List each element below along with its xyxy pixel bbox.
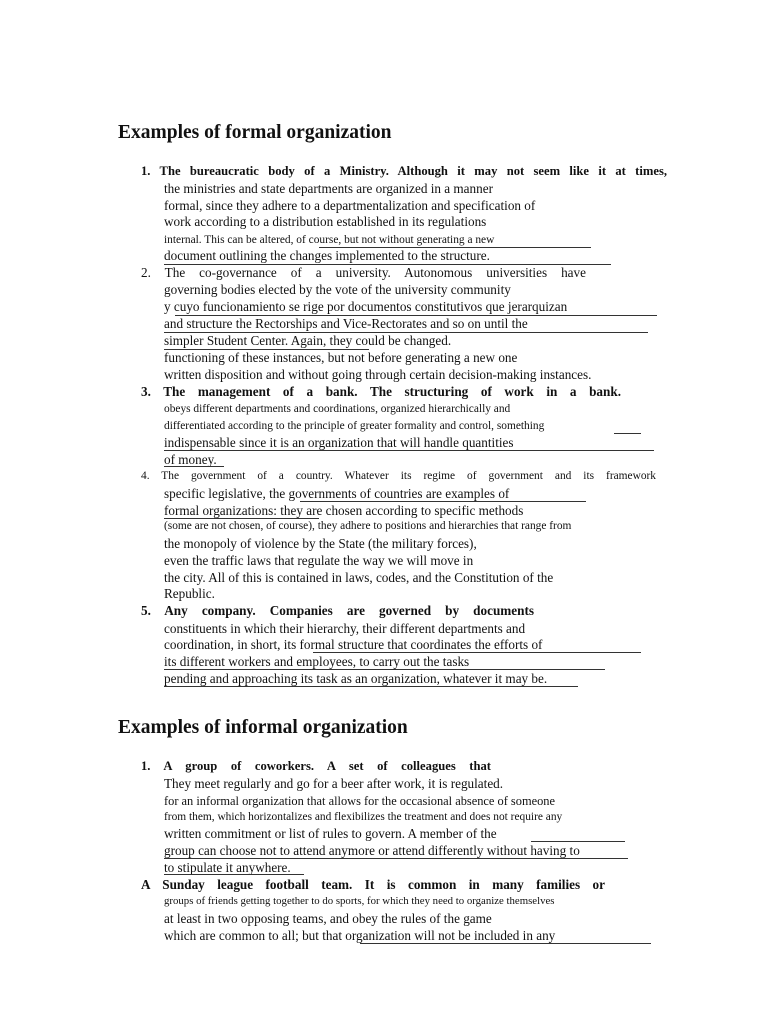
underline-rule — [164, 332, 648, 333]
list-item-line: indispensable since it is an organization that will handle quantities — [164, 435, 514, 450]
list-item-line: the monopoly of violence by the State (the military forces), — [164, 536, 477, 551]
underline-rule — [164, 466, 224, 467]
formal-heading: Examples of formal organization — [118, 122, 392, 143]
list-item-line: y cuyo funcionamiento se rige por documentos constitutivos que jerarquizan — [164, 299, 568, 314]
list-item-line: and structure the Rectorships and Vice-Rectorates and so on until the — [164, 316, 528, 331]
underline-rule — [164, 686, 578, 687]
list-item-line: pending and approaching its task as an organization, whatever it may be. — [164, 671, 548, 686]
list-item-line: functioning of these instances, but not before generating a new one — [164, 350, 518, 365]
list-item-line: Republic. — [164, 586, 215, 601]
underline-rule — [360, 943, 651, 944]
underline-rule — [164, 450, 654, 451]
list-item-title: 3. The management of a bank. The structuring of work in a bank. — [141, 384, 621, 399]
list-item-line: governing bodies elected by the vote of the university community — [164, 282, 511, 297]
list-item-line: group can choose not to attend anymore or attend differently without having to — [164, 843, 580, 858]
list-item-line: internal. This can be altered, of course, but not without generating a new — [164, 234, 495, 246]
underline-rule — [164, 264, 611, 265]
list-item-line: the city. All of this is contained in laws, codes, and the Constitution of the — [164, 570, 554, 585]
list-item-line: document outlining the changes implemented to the structure. — [164, 248, 490, 263]
underline-rule — [164, 858, 628, 859]
list-item-title: 2. The co-governance of a university. Autonomous universities have — [141, 265, 586, 280]
list-item-line: They meet regularly and go for a beer after work, it is regulated. — [164, 776, 504, 791]
list-item-line: written disposition and without going through certain decision-making instances. — [164, 367, 592, 382]
list-item-line: for an informal organization that allows for the occasional absence of someone — [164, 794, 555, 808]
list-item-line: of money. — [164, 452, 217, 467]
underline-rule — [164, 669, 605, 670]
list-item-title: 1. The bureaucratic body of a Ministry. Although it may not seem like it at times, — [141, 164, 667, 178]
list-item-title: 4. The government of a country. Whatever its regime of government and its framework — [141, 470, 656, 482]
list-item-title: A Sunday league football team. It is common in many families or — [141, 877, 605, 892]
list-item-line: groups of friends getting together to do sports, for which they need to organize themselves — [164, 895, 555, 907]
underline-rule — [175, 315, 657, 316]
list-item-line: from them, which horizontalizes and flexibilizes the treatment and does not require any — [164, 811, 563, 823]
list-item-line: at least in two opposing teams, and obey the rules of the game — [164, 911, 492, 926]
underline-rule — [164, 518, 319, 519]
list-item-line: even the traffic laws that regulate the way we will move in — [164, 553, 474, 568]
list-item-title: 1. A group of coworkers. A set of colleagues that — [141, 759, 491, 773]
underline-rule — [313, 652, 641, 653]
underline-rule — [164, 349, 369, 350]
list-item-line: (some are not chosen, of course), they adhere to positions and hierarchies that range from — [164, 520, 572, 532]
list-item-line: which are common to all; but that organization will not be included in any — [164, 928, 556, 943]
list-item-line: simpler Student Center. Again, they could be changed. — [164, 333, 452, 348]
underline-rule — [531, 841, 625, 842]
underline-rule — [164, 874, 304, 875]
list-item-line: constituents in which their hierarchy, their different departments and — [164, 621, 526, 636]
list-item-line: its different workers and employees, to carry out the tasks — [164, 654, 470, 669]
list-item-line: work according to a distribution established in its regulations — [164, 214, 487, 229]
underline-rule — [614, 433, 641, 434]
list-item-line: obeys different departments and coordinations, organized hierarchically and — [164, 403, 511, 415]
list-item-line: written commitment or list of rules to govern. A member of the — [164, 826, 497, 841]
list-item-line: the ministries and state departments are organized in a manner — [164, 181, 493, 196]
list-item-line: differentiated according to the principle of greater formality and control, something — [164, 420, 545, 432]
list-item-line: specific legislative, the governments of countries are examples of — [164, 486, 510, 501]
underline-rule — [300, 501, 586, 502]
informal-heading: Examples of informal organization — [118, 717, 408, 738]
list-item-line: coordination, in short, its formal structure that coordinates the efforts of — [164, 637, 543, 652]
list-item-line: formal, since they adhere to a departmentalization and specification of — [164, 198, 536, 213]
underline-rule — [319, 247, 591, 248]
list-item-title: 5. Any company. Companies are governed by documents — [141, 603, 534, 618]
list-item-line: to stipulate it anywhere. — [164, 860, 291, 875]
list-item-line: formal organizations: they are chosen according to specific methods — [164, 503, 524, 518]
